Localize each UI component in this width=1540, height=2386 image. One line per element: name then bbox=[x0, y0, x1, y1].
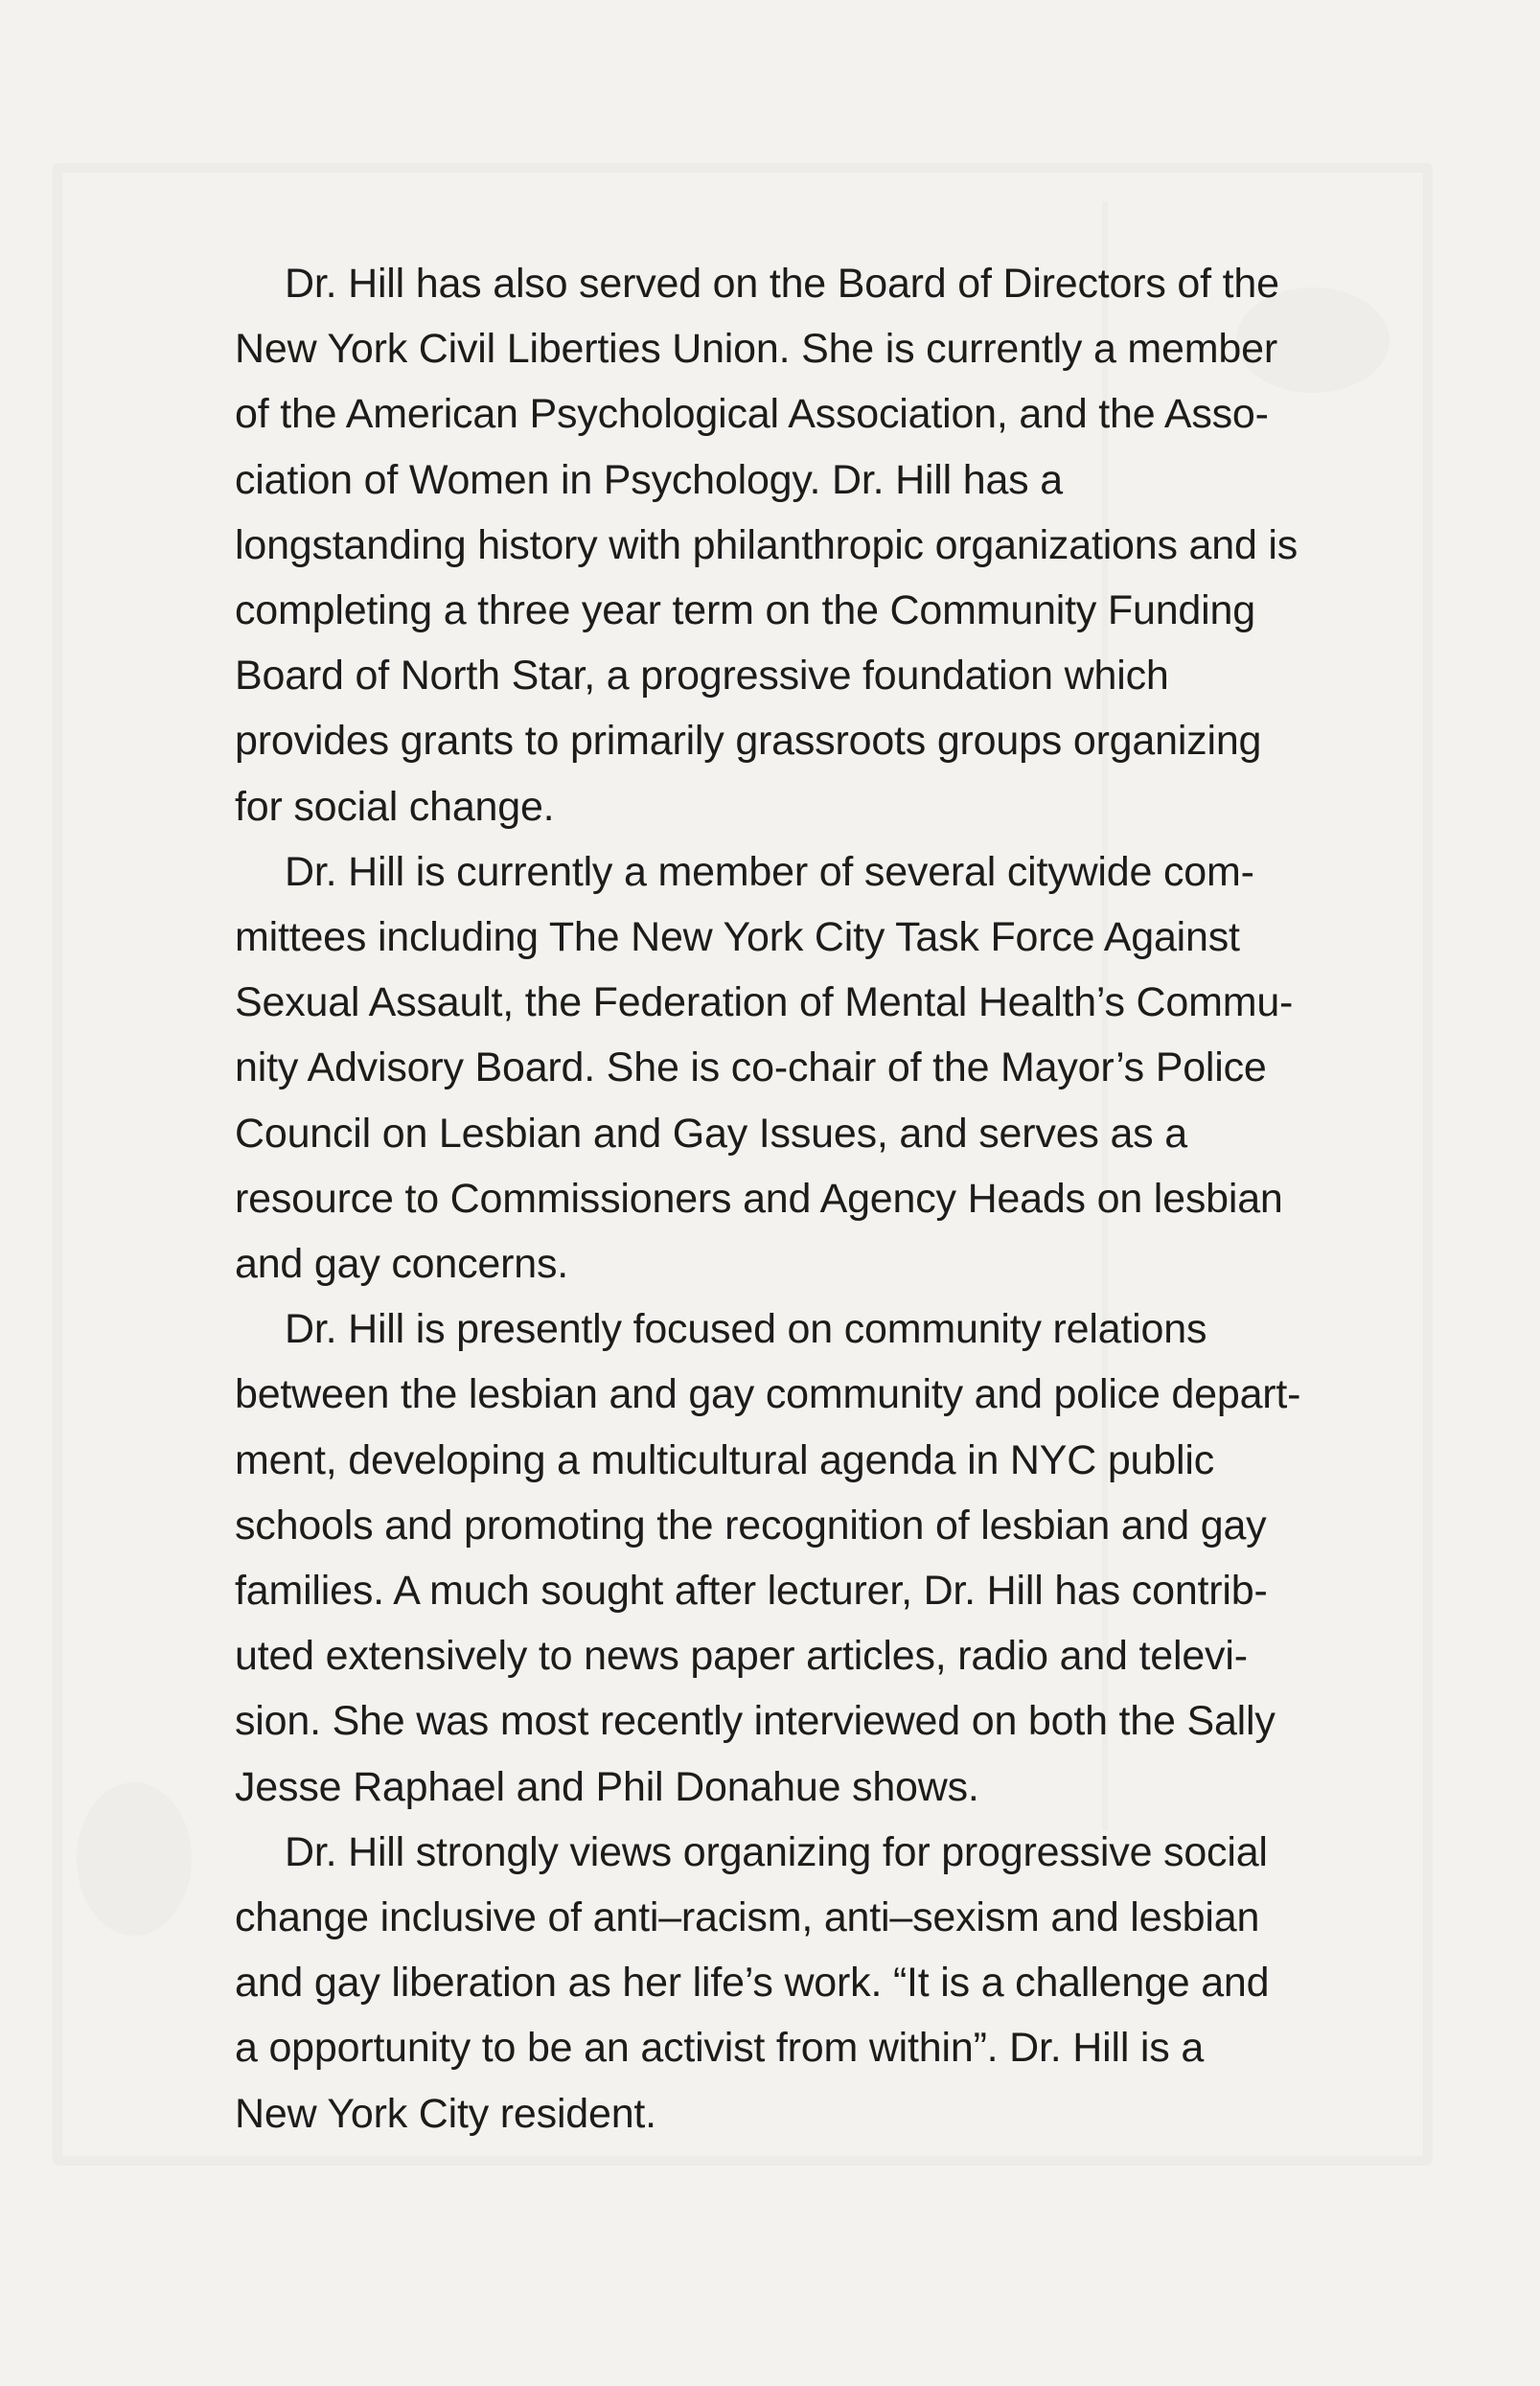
text-line: for social change. bbox=[235, 783, 555, 830]
text-line: Dr. Hill is presently focused on community relations bbox=[285, 1306, 1207, 1353]
text-line: New York City resident. bbox=[235, 2090, 656, 2137]
body-text bbox=[235, 251, 1385, 2146]
text-line: Dr. Hill is currently a member of several citywide com- bbox=[285, 848, 1254, 895]
text-line: ciation of Women in Psychology. Dr. Hill has a bbox=[235, 456, 1063, 503]
paragraph-citywide-committees bbox=[235, 839, 1385, 1296]
text-line: and gay concerns. bbox=[235, 1241, 568, 1288]
text-line: change inclusive of anti–racism, anti–sexism and lesbian bbox=[235, 1894, 1260, 1941]
text-line: sion. She was most recently interviewed on both the Sally bbox=[235, 1698, 1276, 1745]
text-line: completing a three year term on the Community Funding bbox=[235, 587, 1255, 634]
paragraph-board-memberships bbox=[235, 251, 1385, 839]
text-line: Sexual Assault, the Federation of Mental Health’s Commu- bbox=[235, 979, 1294, 1026]
text-line: New York Civil Liberties Union. She is currently a member bbox=[235, 326, 1277, 373]
text-line: provides grants to primarily grassroots groups organizing bbox=[235, 718, 1262, 765]
text-line: ment, developing a multicultural agenda in NYC public bbox=[235, 1436, 1214, 1483]
text-line: Board of North Star, a progressive foundation which bbox=[235, 653, 1169, 700]
text-line: resource to Commissioners and Agency Heads on lesbian bbox=[235, 1175, 1283, 1222]
text-line: Jesse Raphael and Phil Donahue shows. bbox=[235, 1763, 979, 1810]
text-line: schools and promoting the recognition of lesbian and gay bbox=[235, 1502, 1267, 1549]
text-line: and gay liberation as her life’s work. “It is a challenge and bbox=[235, 1960, 1270, 2007]
text-line: between the lesbian and gay community and police depart- bbox=[235, 1371, 1301, 1418]
text-line: Dr. Hill strongly views organizing for progressive social bbox=[285, 1828, 1268, 1875]
text-line: a opportunity to be an activist from within”. Dr. Hill is a bbox=[235, 2025, 1205, 2072]
paragraph-community-relations bbox=[235, 1296, 1385, 1820]
text-line: Dr. Hill has also served on the Board of Directors of the bbox=[285, 261, 1279, 307]
text-line: of the American Psychological Association, and the Asso- bbox=[235, 391, 1269, 438]
text-line: mittees including The New York City Task Force Against bbox=[235, 914, 1240, 961]
paragraph-activism bbox=[235, 1820, 1385, 2146]
reverse-side-show-through-mark bbox=[77, 1782, 192, 1936]
text-line: longstanding history with philanthropic organizations and is bbox=[235, 521, 1299, 568]
text-line: uted extensively to news paper articles, radio and televi- bbox=[235, 1633, 1248, 1680]
text-line: families. A much sought after lecturer, Dr. Hill has contrib- bbox=[235, 1568, 1268, 1615]
text-line: nity Advisory Board. She is co-chair of the Mayor’s Police bbox=[235, 1044, 1267, 1091]
text-line: Council on Lesbian and Gay Issues, and serves as a bbox=[235, 1110, 1187, 1157]
